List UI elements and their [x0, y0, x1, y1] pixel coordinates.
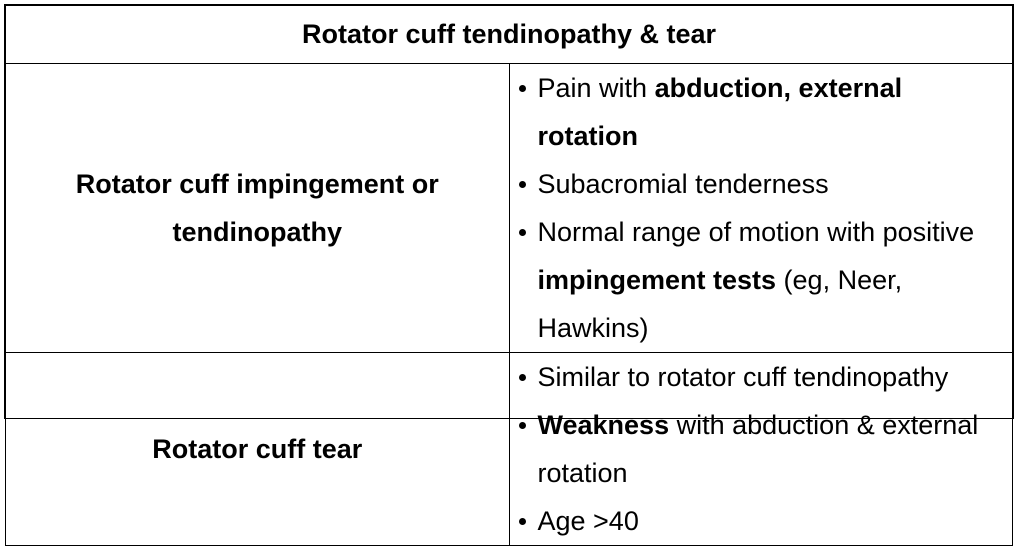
comparison-table	[5, 5, 1013, 546]
list-item: Weakness with abduction & external rotation	[514, 401, 1007, 497]
list-item: Normal range of motion with positive impingement tests (eg, Neer, Hawkins)	[514, 208, 1007, 352]
row-details-tear	[509, 353, 1013, 546]
table-header-row	[6, 6, 1013, 64]
list-item: Subacromial tenderness	[514, 160, 1007, 208]
bullet-list	[514, 64, 1007, 352]
table-row	[6, 64, 1013, 353]
row-category-tear: Rotator cuff tear	[6, 353, 510, 546]
table-title: Rotator cuff tendinopathy & tear	[6, 6, 1013, 64]
list-item: Pain with abduction, external rotation	[514, 64, 1007, 160]
table-row	[6, 353, 1013, 546]
list-item: Similar to rotator cuff tendinopathy	[514, 353, 1007, 401]
row-category-impingement: Rotator cuff impingement or tendinopathy	[6, 64, 510, 353]
row-details-impingement	[509, 64, 1013, 353]
bullet-list	[514, 353, 1007, 545]
comparison-table-container	[4, 4, 1014, 536]
list-item: Age >40	[514, 497, 1007, 545]
